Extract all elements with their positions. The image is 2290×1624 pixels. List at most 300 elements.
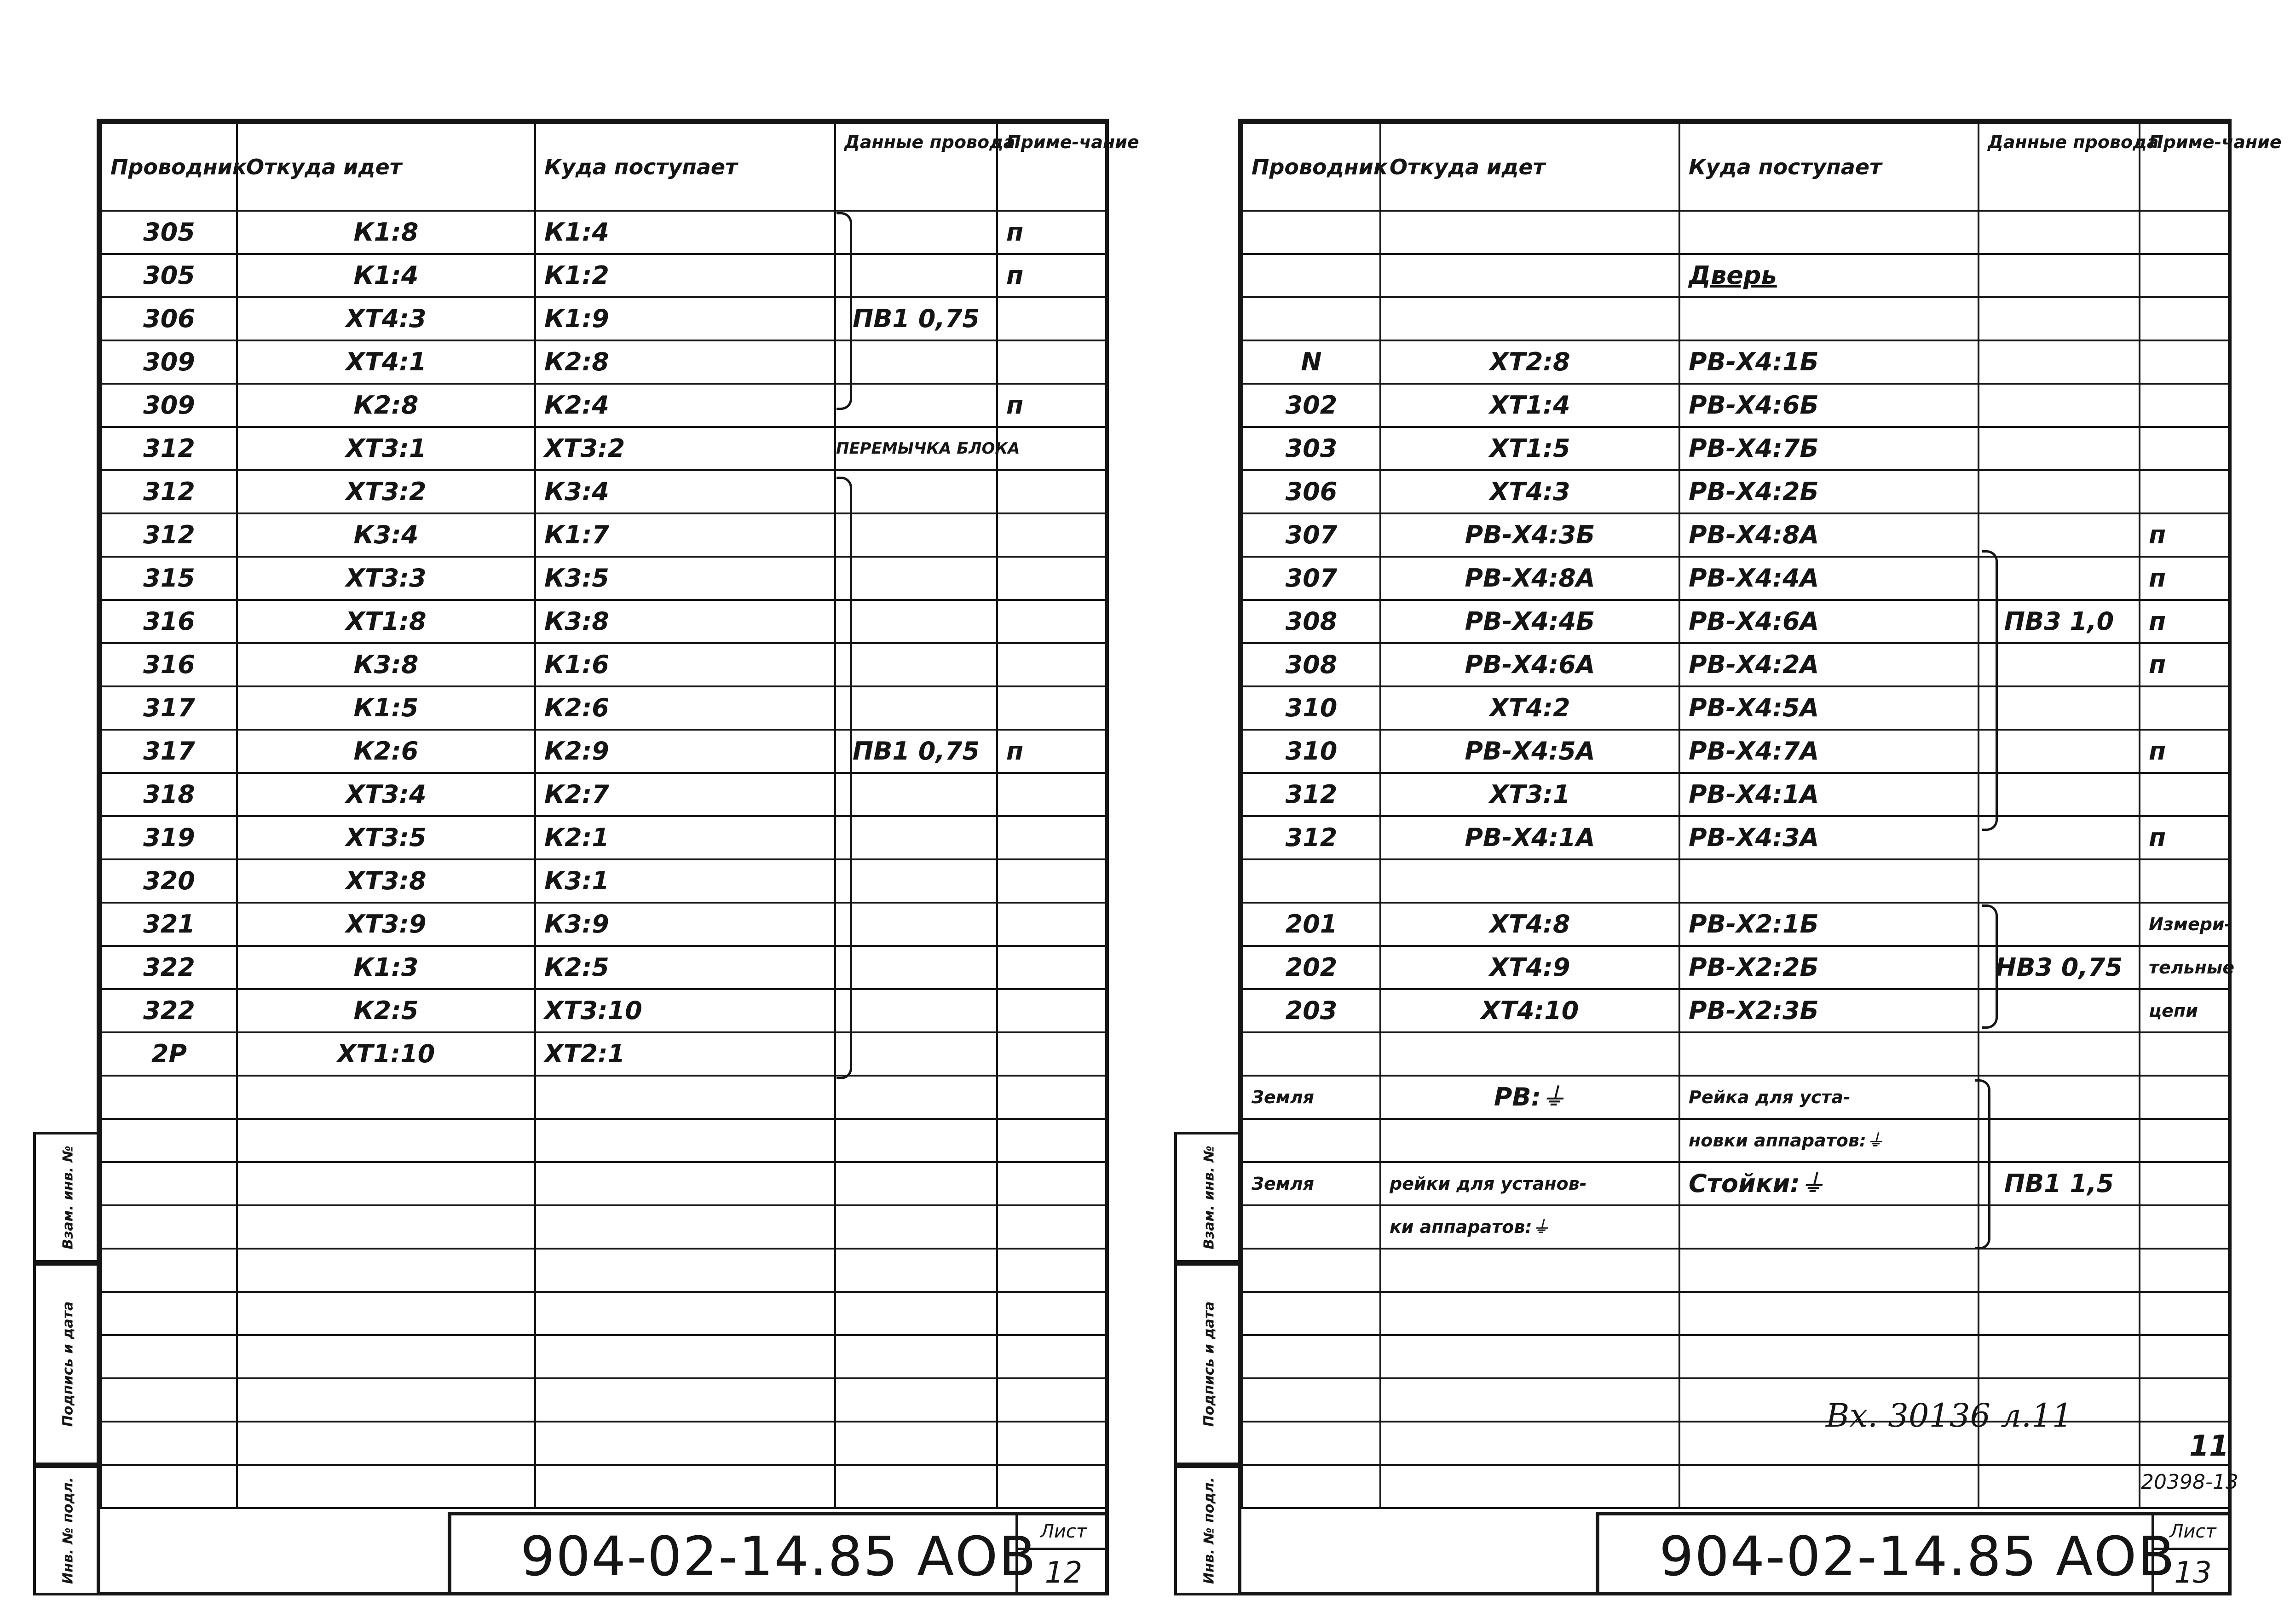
conductor-cell: 201: [1242, 903, 1380, 946]
table-row: [101, 816, 1106, 859]
to-cell: К1:4: [535, 211, 835, 254]
right-title-block: [1596, 1512, 2228, 1592]
left-side-label-top: Взам. инв. №: [60, 1145, 76, 1250]
wire-data-cell: [1979, 643, 2140, 686]
table-row: [1242, 686, 2229, 730]
conductor-cell: 308: [1242, 643, 1380, 686]
empty-cell: [535, 1465, 835, 1508]
table-row: [1242, 773, 2229, 816]
note-cell: [2140, 1119, 2229, 1162]
table-row: [101, 859, 1106, 903]
conductor-cell: 307: [1242, 557, 1380, 600]
empty-row: [101, 1465, 1106, 1508]
conductor-cell: 312: [101, 427, 237, 470]
from-cell: ХТ4:10: [1380, 989, 1679, 1032]
table-row: [1242, 600, 2229, 643]
empty-row: [101, 1378, 1106, 1422]
wire-data-cell: [835, 859, 997, 903]
to-cell: РВ-Х4:8А: [1679, 513, 1979, 557]
wire-data-cell: ПЕРЕМЫЧКА БЛОКА: [835, 427, 997, 470]
empty-cell: [535, 1335, 835, 1378]
conductor-cell: [1242, 1205, 1380, 1249]
table-row: [1242, 946, 2229, 989]
to-cell: [1679, 859, 1979, 903]
empty-cell: [2140, 1292, 2229, 1335]
conductor-cell: 317: [101, 686, 237, 730]
conductor-cell: 317: [101, 730, 237, 773]
wire-data-cell: [1979, 989, 2140, 1032]
empty-row: [1242, 1335, 2229, 1378]
empty-row: [101, 1422, 1106, 1465]
header-from: Откуда идет: [1380, 123, 1679, 211]
from-cell: РВ-Х4:5А: [1380, 730, 1679, 773]
empty-cell: [535, 1422, 835, 1465]
to-cell: К2:6: [535, 686, 835, 730]
conductor-cell: 308: [1242, 600, 1380, 643]
table-row: [101, 903, 1106, 946]
conductor-cell: 320: [101, 859, 237, 903]
note-cell: [997, 297, 1106, 340]
to-cell: РВ-Х4:6Б: [1679, 384, 1979, 427]
wire-data-cell: [835, 1032, 997, 1076]
header-to: Куда поступает: [535, 123, 835, 211]
note-cell: [2140, 773, 2229, 816]
note-cell: [997, 773, 1106, 816]
wire-data-cell: [835, 686, 997, 730]
note-cell: [997, 859, 1106, 903]
from-cell: К3:8: [237, 643, 535, 686]
from-cell: ХТ4:1: [237, 340, 535, 384]
wire-data-cell: [1979, 686, 2140, 730]
conductor-cell: 202: [1242, 946, 1380, 989]
empty-cell: [535, 1162, 835, 1205]
from-cell: ХТ1:10: [237, 1032, 535, 1076]
from-cell: ХТ1:8: [237, 600, 535, 643]
wire-data-cell: [835, 816, 997, 859]
conductor-cell: 316: [101, 643, 237, 686]
right-sheet: [1238, 119, 2282, 1595]
table-row: [1242, 211, 2229, 254]
conductor-cell: 309: [101, 384, 237, 427]
note-cell: [2140, 254, 2229, 297]
empty-row: [1242, 1422, 2229, 1465]
to-cell: К3:1: [535, 859, 835, 903]
conductor-cell: [1242, 859, 1380, 903]
from-cell: ХТ3:1: [1380, 773, 1679, 816]
empty-cell: [101, 1205, 237, 1249]
table-row: [101, 557, 1106, 600]
empty-row: [101, 1162, 1106, 1205]
empty-cell: [1242, 1335, 1380, 1378]
conductor-cell: [1242, 1032, 1380, 1076]
wire-data-cell: [835, 557, 997, 600]
empty-cell: [101, 1422, 237, 1465]
to-cell: новки аппаратов:⏚: [1679, 1119, 1979, 1162]
table-row: [101, 773, 1106, 816]
empty-cell: [835, 1119, 997, 1162]
note-cell: [2140, 1032, 2229, 1076]
to-cell: РВ-Х2:3Б: [1679, 989, 1979, 1032]
conductor-cell: [1242, 297, 1380, 340]
from-cell: рейки для установ-: [1380, 1162, 1679, 1205]
empty-cell: [535, 1378, 835, 1422]
conductor-cell: 2Р: [101, 1032, 237, 1076]
header-from: Откуда идет: [237, 123, 535, 211]
note-cell: [997, 989, 1106, 1032]
empty-cell: [835, 1249, 997, 1292]
header-to: Куда поступает: [1679, 123, 1979, 211]
empty-row: [101, 1076, 1106, 1119]
empty-cell: [1979, 1465, 2140, 1508]
empty-cell: [1242, 1378, 1380, 1422]
to-cell: РВ-Х2:1Б: [1679, 903, 1979, 946]
left-side-stamp-top: [33, 1132, 100, 1263]
from-cell: ХТ3:4: [237, 773, 535, 816]
right-archive-number: 20398-13: [2141, 1470, 2238, 1494]
empty-cell: [1380, 1422, 1679, 1465]
table-row: [101, 297, 1106, 340]
empty-cell: [101, 1076, 237, 1119]
to-cell: К2:1: [535, 816, 835, 859]
table-row: [1242, 1205, 2229, 1249]
empty-cell: [1380, 1335, 1679, 1378]
empty-cell: [1380, 1465, 1679, 1508]
from-cell: ХТ1:4: [1380, 384, 1679, 427]
wire-data-cell: [1979, 340, 2140, 384]
conductor-cell: [1242, 254, 1380, 297]
to-cell: РВ-Х4:7А: [1679, 730, 1979, 773]
note-cell: цепи: [2140, 989, 2229, 1032]
left-wiring-table: [100, 122, 1139, 1509]
left-side-label-middle: Подпись и дата: [60, 1301, 76, 1427]
empty-cell: [101, 1292, 237, 1335]
empty-cell: [997, 1076, 1106, 1119]
empty-cell: [535, 1076, 835, 1119]
empty-cell: [101, 1378, 237, 1422]
wire-data-cell: [835, 340, 997, 384]
to-cell: РВ-Х4:3А: [1679, 816, 1979, 859]
conductor-cell: 312: [101, 470, 237, 513]
wire-data-cell: [1979, 816, 2140, 859]
from-cell: ХТ4:3: [1380, 470, 1679, 513]
conductor-cell: 319: [101, 816, 237, 859]
to-cell: К2:8: [535, 340, 835, 384]
wire-data-cell: ПВ1 0,75: [835, 297, 997, 340]
note-cell: [997, 903, 1106, 946]
header-note: Приме-чание: [997, 123, 1106, 211]
table-row: [1242, 730, 2229, 773]
empty-cell: [535, 1119, 835, 1162]
empty-cell: [997, 1335, 1106, 1378]
from-cell: ХТ1:5: [1380, 427, 1679, 470]
note-cell: [997, 340, 1106, 384]
right-side-stamp-top: [1174, 1132, 1241, 1263]
empty-cell: [535, 1249, 835, 1292]
empty-cell: [2140, 1249, 2229, 1292]
empty-cell: [997, 1162, 1106, 1205]
left-title-block: [448, 1512, 1105, 1592]
right-side-stamp-bottom: [1174, 1465, 1241, 1595]
empty-cell: [997, 1249, 1106, 1292]
conductor-cell: 321: [101, 903, 237, 946]
note-cell: [2140, 384, 2229, 427]
conductor-cell: [1242, 211, 1380, 254]
note-cell: тельные: [2140, 946, 2229, 989]
to-cell: РВ-Х2:2Б: [1679, 946, 1979, 989]
from-cell: ХТ4:9: [1380, 946, 1679, 989]
conductor-cell: 305: [101, 211, 237, 254]
wire-data-cell: ПВ1 1,5: [1979, 1162, 2140, 1205]
empty-cell: [835, 1205, 997, 1249]
from-cell: РВ-Х4:4Б: [1380, 600, 1679, 643]
wire-data-cell: [835, 211, 997, 254]
wire-data-cell: [1979, 903, 2140, 946]
from-cell: ХТ4:3: [237, 297, 535, 340]
right-sheet-cell: [2152, 1515, 2232, 1595]
note-cell: п: [2140, 600, 2229, 643]
to-cell: РВ-Х4:1А: [1679, 773, 1979, 816]
wire-data-cell: [835, 773, 997, 816]
empty-cell: [101, 1119, 237, 1162]
wire-data-cell: [1979, 513, 2140, 557]
note-cell: [2140, 427, 2229, 470]
wire-data-cell: [835, 470, 997, 513]
table-row: [101, 1032, 1106, 1076]
from-cell: ХТ3:2: [237, 470, 535, 513]
to-cell: Дверь: [1679, 254, 1979, 297]
table-row: [101, 686, 1106, 730]
conductor-cell: 315: [101, 557, 237, 600]
wire-data-cell: [835, 513, 997, 557]
empty-cell: [2140, 1378, 2229, 1422]
from-cell: [1380, 297, 1679, 340]
note-cell: [997, 557, 1106, 600]
from-cell: [1380, 859, 1679, 903]
note-cell: п: [997, 384, 1106, 427]
to-cell: РВ-Х4:4А: [1679, 557, 1979, 600]
to-cell: [1679, 211, 1979, 254]
empty-cell: [997, 1378, 1106, 1422]
right-handwritten-note: Вх. 30136 л.11: [1826, 1397, 2073, 1434]
empty-cell: [997, 1422, 1106, 1465]
empty-cell: [1679, 1335, 1979, 1378]
left-side-stamp-bottom: [33, 1465, 100, 1595]
empty-cell: [237, 1162, 535, 1205]
to-cell: Стойки:⏚: [1679, 1162, 1979, 1205]
table-row: [101, 600, 1106, 643]
note-cell: [997, 1032, 1106, 1076]
empty-cell: [1380, 1292, 1679, 1335]
conductor-cell: 310: [1242, 686, 1380, 730]
table-row: [101, 427, 1106, 470]
empty-cell: [237, 1249, 535, 1292]
to-cell: К3:5: [535, 557, 835, 600]
table-row: [1242, 859, 2229, 903]
empty-cell: [1679, 1249, 1979, 1292]
from-cell: К2:6: [237, 730, 535, 773]
empty-cell: [237, 1205, 535, 1249]
empty-cell: [1679, 1465, 1979, 1508]
note-cell: [997, 686, 1106, 730]
table-row: [1242, 903, 2229, 946]
wire-data-cell: [1979, 1076, 2140, 1119]
right-side-stamp-middle: [1174, 1263, 1241, 1465]
header-conductor: Проводник: [101, 123, 237, 211]
conductor-cell: 312: [1242, 816, 1380, 859]
table-row: [1242, 427, 2229, 470]
note-cell: п: [997, 730, 1106, 773]
header-wire-data: Данные провода: [835, 123, 997, 211]
wire-data-cell: [1979, 211, 2140, 254]
from-cell: РВ-Х4:8А: [1380, 557, 1679, 600]
conductor-cell: 307: [1242, 513, 1380, 557]
to-cell: К2:4: [535, 384, 835, 427]
empty-cell: [997, 1119, 1106, 1162]
to-cell: К1:6: [535, 643, 835, 686]
from-cell: ки аппаратов:⏚: [1380, 1205, 1679, 1249]
table-row: [1242, 1119, 2229, 1162]
wire-data-cell: [835, 989, 997, 1032]
wire-data-cell: [835, 600, 997, 643]
from-cell: [1380, 1119, 1679, 1162]
conductor-cell: 203: [1242, 989, 1380, 1032]
conductor-cell: 318: [101, 773, 237, 816]
empty-cell: [835, 1292, 997, 1335]
conductor-cell: 316: [101, 600, 237, 643]
left-sheet-number: 12: [1044, 1556, 1083, 1590]
wire-data-cell: ПВ1 0,75: [835, 730, 997, 773]
from-cell: ХТ3:1: [237, 427, 535, 470]
empty-cell: [237, 1076, 535, 1119]
from-cell: ХТ3:3: [237, 557, 535, 600]
empty-cell: [835, 1076, 997, 1119]
right-sheet-label: Лист: [2154, 1515, 2232, 1550]
wire-data-cell: [1979, 1205, 2140, 1249]
empty-cell: [1679, 1292, 1979, 1335]
conductor-cell: 306: [1242, 470, 1380, 513]
from-cell: ХТ4:2: [1380, 686, 1679, 730]
wire-data-cell: [1979, 773, 2140, 816]
empty-row: [1242, 1249, 2229, 1292]
table-row: [101, 470, 1106, 513]
to-cell: К3:4: [535, 470, 835, 513]
wire-data-cell: [1979, 730, 2140, 773]
left-sheet-cell: [1015, 1515, 1109, 1595]
table-row: [1242, 513, 2229, 557]
note-cell: п: [2140, 816, 2229, 859]
empty-cell: [1242, 1249, 1380, 1292]
empty-row: [101, 1249, 1106, 1292]
to-cell: [1679, 297, 1979, 340]
header-conductor: Проводник: [1242, 123, 1380, 211]
conductor-cell: Земля: [1242, 1162, 1380, 1205]
to-cell: РВ-Х4:1Б: [1679, 340, 1979, 384]
to-cell: РВ-Х4:5А: [1679, 686, 1979, 730]
conductor-cell: N: [1242, 340, 1380, 384]
empty-cell: [101, 1465, 237, 1508]
conductor-cell: 302: [1242, 384, 1380, 427]
left-wire-brace-1: [836, 212, 852, 410]
wire-data-cell: [1979, 859, 2140, 903]
conductor-cell: 312: [1242, 773, 1380, 816]
right-wire-brace-2: [1982, 904, 1998, 1029]
from-cell: К1:8: [237, 211, 535, 254]
table-header-row: [101, 123, 1106, 211]
empty-row: [101, 1292, 1106, 1335]
wire-data-cell: [1979, 557, 2140, 600]
empty-cell: [1979, 1292, 2140, 1335]
from-cell: ХТ3:9: [237, 903, 535, 946]
from-cell: РВ-Х4:1А: [1380, 816, 1679, 859]
right-document-code: 904-02-14.85 АОВ: [1659, 1525, 2176, 1588]
table-row: [101, 730, 1106, 773]
empty-cell: [1380, 1378, 1679, 1422]
wire-data-cell: [1979, 1119, 2140, 1162]
table-row: [101, 946, 1106, 989]
table-row: [101, 211, 1106, 254]
note-cell: [997, 643, 1106, 686]
conductor-cell: 303: [1242, 427, 1380, 470]
to-cell: РВ-Х4:7Б: [1679, 427, 1979, 470]
table-row: [1242, 816, 2229, 859]
conductor-cell: 322: [101, 989, 237, 1032]
to-cell: Рейка для уста-: [1679, 1076, 1979, 1119]
table-row: [101, 384, 1106, 427]
empty-cell: [997, 1292, 1106, 1335]
table-row: [1242, 989, 2229, 1032]
from-cell: [1380, 1032, 1679, 1076]
table-row: [1242, 557, 2229, 600]
to-cell: К1:2: [535, 254, 835, 297]
note-cell: [997, 946, 1106, 989]
header-wire-data: Данные провода: [1979, 123, 2140, 211]
empty-cell: [1242, 1465, 1380, 1508]
from-cell: К1:4: [237, 254, 535, 297]
left-side-stamp-middle: [33, 1263, 100, 1465]
wire-data-cell: ПВ3 1,0: [1979, 600, 2140, 643]
conductor-cell: 322: [101, 946, 237, 989]
to-cell: К2:5: [535, 946, 835, 989]
empty-cell: [835, 1465, 997, 1508]
right-side-label-middle: Подпись и дата: [1201, 1301, 1217, 1427]
to-cell: К3:8: [535, 600, 835, 643]
wire-data-cell: [1979, 297, 2140, 340]
note-cell: [997, 816, 1106, 859]
to-cell: ХТ3:2: [535, 427, 835, 470]
wire-data-cell: [1979, 1032, 2140, 1076]
right-wire-brace-1: [1982, 550, 1998, 831]
from-cell: К2:8: [237, 384, 535, 427]
wire-data-cell: [835, 903, 997, 946]
note-cell: [2140, 1162, 2229, 1205]
empty-cell: [237, 1119, 535, 1162]
wire-data-cell: [1979, 427, 2140, 470]
table-row: [1242, 470, 2229, 513]
note-cell: [997, 600, 1106, 643]
right-side-label-bottom: Инв. № подл.: [1201, 1477, 1217, 1584]
table-row: [1242, 1162, 2229, 1205]
header-note: Приме-чание: [2140, 123, 2229, 211]
table-row: [101, 643, 1106, 686]
left-document-code: 904-02-14.85 АОВ: [520, 1525, 1037, 1588]
empty-cell: [237, 1465, 535, 1508]
table-row: [1242, 254, 2229, 297]
empty-cell: [1242, 1422, 1380, 1465]
empty-cell: [535, 1205, 835, 1249]
note-cell: [2140, 1076, 2229, 1119]
note-cell: [2140, 859, 2229, 903]
right-sheet-number: 13: [2174, 1556, 2212, 1590]
